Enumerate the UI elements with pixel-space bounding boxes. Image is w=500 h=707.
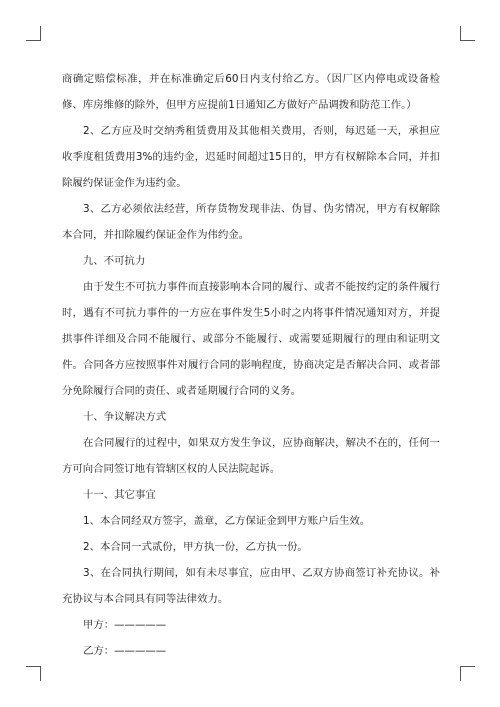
crop-mark-bottom-left	[26, 666, 41, 681]
signature-party-a: 甲方：—————	[83, 619, 167, 631]
crop-mark-top-left	[26, 26, 41, 41]
paragraph-supplementary-agreement: 3、在合同执行期间，如有未尽事宜，应由甲、乙双方协商签订补充协议。补充协议与本合同具有同等法律效力。	[62, 567, 440, 605]
paragraph-force-majeure: 由于发生不可抗力事件而直接影响本合同的履行、或者不能按约定的条件履行时，遇有不可抗力事件的一方应在事件发生5小时之内将事件情况通知对方，并提拱事件详细及合同不能履行、或部分不能履行、或需要延期履行的理由和证明文件。合同各方应按照事件对履行合同的影响程度，协商决定是否解决合同、或者部分免除履行合同的责任、或者延期履行合同的义务。	[62, 281, 440, 397]
paragraph-rent-payment: 2、乙方应及时交纳秀租赁费用及其他相关费用，否则，每迟延一天，承担应收季度租赁费用3%的违约金，迟延时间超过15日的，甲方有权解除本合同，并扣除履约保证金作为违约金。	[62, 125, 440, 189]
signature-party-b: 乙方：—————	[83, 645, 167, 657]
heading-force-majeure: 九、不可抗力	[83, 255, 146, 267]
paragraph-lawful-operation: 3、乙方必须依法经营，所存货物发现非法、伪冒、伪劣情况，甲方有权解除本合同，并扣除履约保证金作为伟约金。	[62, 203, 440, 241]
crop-mark-top-right	[460, 26, 475, 41]
document-body	[62, 66, 440, 664]
heading-dispute-resolution: 十、争议解决方式	[83, 411, 167, 423]
paragraph-effective-condition: 1、本合同经双方签字，盖章，乙方保证金到甲方账户后生效。	[83, 515, 371, 527]
paragraph-compensation-standard: 商确定赔偿标准，并在标准确定后60日内支付给乙方。（因厂区内停电或设备检修、库房维修的除外，但甲方应提前1日通知乙方做好产品调拨和防范工作。）	[62, 73, 440, 111]
paragraph-dispute-resolution: 在合同履行的过程中，如果双方发生争议，应协商解决，解决不在的，任何一方可向合同签订地有管辖区权的人民法院起诉。	[62, 437, 440, 475]
heading-other-matters: 十一、其它事宜	[83, 489, 156, 501]
paragraph-copies: 2、本合同一式贰份，甲方执一份，乙方执一份。	[83, 541, 308, 553]
crop-mark-bottom-right	[460, 666, 475, 681]
